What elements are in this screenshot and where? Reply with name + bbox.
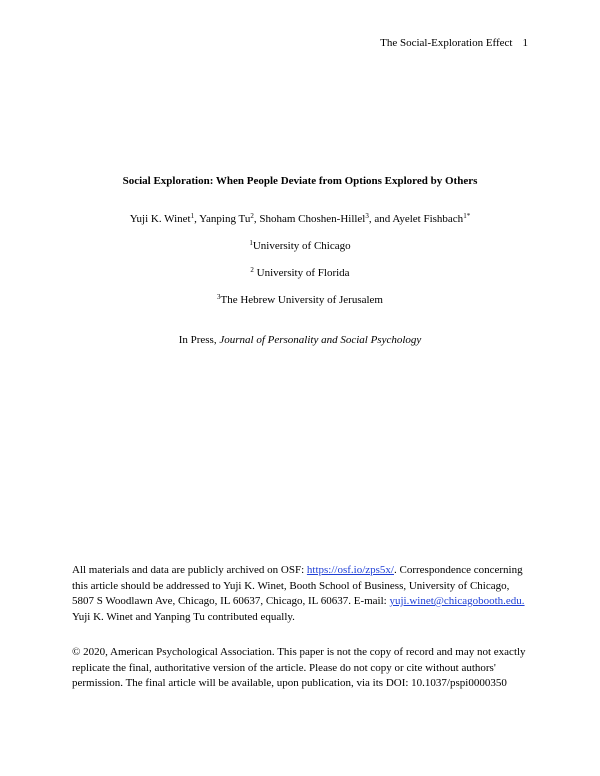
affiliation-name: The Hebrew University of Jerusalem (220, 294, 383, 306)
author-affiliation-marker: 2 (250, 212, 254, 220)
affiliation-name: University of Chicago (252, 240, 351, 252)
page-number: 1 (522, 37, 528, 49)
author-name: Ayelet Fishbach (392, 213, 464, 225)
author-affiliation-marker: 3 (365, 212, 369, 220)
affiliation (0, 267, 600, 279)
running-head-title: The Social-Exploration Effect (380, 37, 513, 49)
affiliation-number: 2 (250, 266, 254, 274)
running-head (380, 37, 528, 49)
author-affiliation-marker: 1 (190, 212, 195, 220)
author-name: Yanping Tu (199, 213, 251, 225)
copyright-note: © 2020, American Psychological Association. This paper is not the copy of record and may not exactly replicate the final, authoritative version of the article. Please do not copy or cite without authors' permission. The final article will be available, upon publication, via its DOI: 10.1037/pspi0000350 (72, 646, 526, 689)
author-note: All materials and data are publicly archived on OSF: https://osf.io/zps5x/. Correspondence concerning this article should be addressed to Yuji K. Winet, Booth School of Business, University of Chicago, 5807 S Woodlawn Ave, Chicago, IL 60637, Chicago, IL 60637. E-mail: yuji.winet@chicagobooth.edu. Yuji K. Winet and Yanping Tu contributed equally. (72, 564, 525, 623)
author-list: Yuji K. Winet$^1$, Yanping Tu$^2$, Shoham Choshen-Hillel$^3$, and Ayelet Fishbach$^{1*}$ (129, 212, 471, 225)
author-affiliation-marker: 1* (463, 212, 471, 220)
paper-title: Social Exploration: When People Deviate from Options Explored by Others (122, 175, 478, 187)
author-name: Yuji K. Winet (129, 213, 191, 225)
affiliation-number: 1 (249, 239, 253, 247)
journal-name: Journal of Personality and Social Psychology (219, 334, 422, 346)
affiliation (0, 294, 600, 306)
author-name: Shoham Choshen-Hillel (259, 213, 366, 225)
osf-link[interactable]: https://osf.io/zps5x/ (306, 564, 394, 576)
affiliation-name: University of Florida (256, 267, 350, 279)
publication-status: In Press, Journal of Personality and Social Psychology (178, 334, 422, 346)
affiliation (0, 240, 600, 252)
email-link[interactable]: yuji.winet@chicagobooth.edu. (389, 595, 525, 607)
affiliation-number: 3 (216, 293, 221, 301)
